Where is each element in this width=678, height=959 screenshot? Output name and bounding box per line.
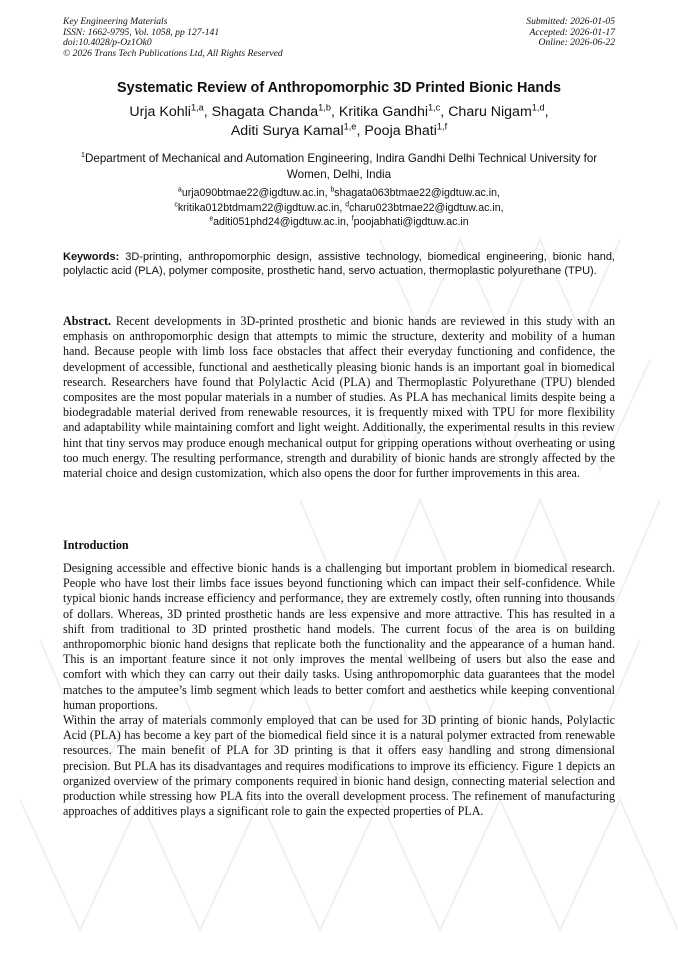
copyright: © 2026 Trans Tech Publications Ltd, All Rights Reserved (63, 47, 283, 59)
email-list (63, 186, 615, 230)
email: $^c$kritika012btdmam22@igdtuw.ac.in, (174, 200, 346, 214)
author: Kritika Gandhi$^{1,c}$, (338, 102, 449, 120)
doi: doi:10.4028/p-Oz1Ok0 (63, 37, 152, 49)
email: $^e$aditi051phd24@igdtuw.ac.in, (209, 215, 352, 228)
email: $^a$urja090btmae22@igdtuw.ac.in, (178, 186, 331, 199)
submitted-date: Submitted: 2026-01-05 (526, 16, 615, 27)
online-date: Online: 2026-06-22 (538, 37, 615, 49)
paragraph: Designing accessible and effective bionic hands is a challenging but important problem in biomedical research. People who have lost their limbs face issues beyond functioning which can impact their self-confidence. While typical bionic hands increase efficiency and performance, they are extremely costly, often running into thousands of dollars. Whereas, 3D printed prosthetic hands are less expensive and more attractive. This has resulted in a shift from traditional to 3D printed prosthetic hand models. The current focus of the area is on building anthropomorphic bionic hand designs that replicate both the functionality and the appearance of a human hand. This is an important feature since it not only improves the mental wellbeing of users but also the ease and comfort with which they can carry out their daily tasks. Using anthropomorphic data guarantees that the model matches to the amputee’s limb segment which leads to better comfort and aesthetics while keeping conventional human proportions. (63, 561, 615, 712)
email: $^b$shagata063btmae22@igdtuw.ac.in, (330, 186, 500, 199)
keywords (63, 250, 615, 278)
journal-name: Key Engineering Materials (63, 16, 168, 27)
issn: ISSN: 1662-9795, Vol. 1058, pp 127-141 (63, 26, 220, 38)
affiliation: $^1$Department of Mechanical and Automation Engineering, Indira Gandhi Delhi Technical University for Women, Delhi, India (80, 150, 598, 181)
abstract-label: Abstract. (63, 314, 112, 328)
paper-title: Systematic Review of Anthropomorphic 3D Printed Bionic Hands (116, 80, 562, 96)
abstract (63, 314, 615, 481)
introduction-body (63, 561, 615, 819)
keywords-label: Keywords: (63, 251, 120, 263)
author: Urja Kohli$^{1,a}$, (129, 102, 212, 120)
author: Pooja Bhati$^{1,f}$ (364, 121, 448, 139)
email: $^f$poojabhati@igdtuw.ac.in (351, 215, 469, 228)
keywords-text: 3D-printing, anthropomorphic design, assistive technology, biomedical engineering, bionic hand, polylactic acid (PLA), polymer composite, prosthetic hand, servo actuation, thermoplastic polyurethane (TPU). (63, 251, 615, 278)
publication-info (63, 17, 283, 59)
author: Shagata Chanda$^{1,b}$, (211, 102, 339, 120)
paragraph: Within the array of materials commonly employed that can be used for 3D printing of bionic hands, Polylactic Acid (PLA) has become a key part of the biomedical field since it is a natural polymer extracted from renewable resources. The main benefit of PLA for 3D printing is that it offers easy handling and strong dimensional precision. But PLA has its disadvantages and requires modifications to improve its efficiency. Figure 1 depicts an organized overview of the primary components required in bionic hand design, connecting material selection and production while stressing how PLA fits into the overall development process. The refinement of manufacturing approaches of additives plays a significant role to gain the expected properties of PLA. (63, 713, 615, 819)
author: Aditi Surya Kamal$^{1,e}$, (230, 121, 365, 139)
author-list (30, 103, 648, 141)
email: $^d$charu023btmae22@igdtuw.ac.in, (345, 200, 504, 214)
accepted-date: Accepted: 2026-01-17 (529, 26, 615, 38)
abstract-text: Recent developments in 3D-printed prosthetic and bionic hands are reviewed in this study with an emphasis on anthropomorphic design that attempts to mimic the structure, dexterity and mobility of a human hand. Because people with limb loss face obstacles that affect their everyday functioning and confidence, the development of accessible, functional and aesthetically pleasing bionic hands is an important goal in biomedical research. Researchers have found that Polylactic Acid (PLA) and Thermoplastic Polyurethane (TPU) blended composites are the most popular materials in a number of studies. As PLA has mechanical limits despite being a biodegradable material derived from renewable resources, it is frequently mixed with TPU for more flexibility and adaptability while maintaining comfort and light weight. Additionally, the experimental results in this review hint that tiny servos may produce enough mechanical output for gripping operations without overheating or using too much energy. The resulting performance, strength and durability of bionic hands are strongly affected by the material choice and design customization, which also opens the door for further improvements in this area. (63, 314, 615, 481)
publication-dates (526, 17, 615, 49)
section-heading: Introduction (63, 538, 129, 552)
author: Charu Nigam$^{1,d}$, (448, 102, 549, 120)
